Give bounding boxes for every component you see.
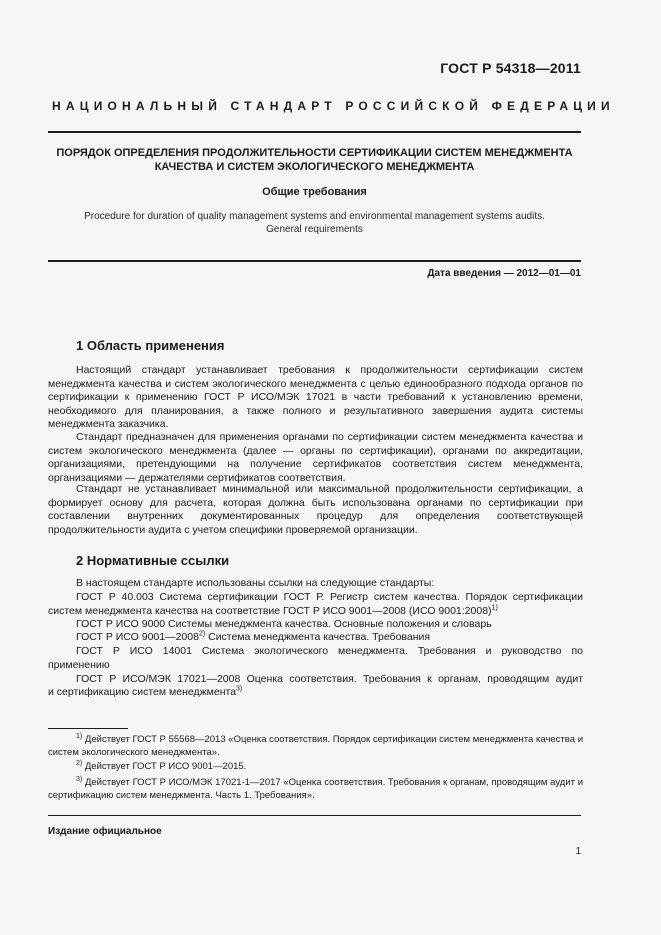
reference-5-line-2: и сертификацию систем менеджмента$^{3)}$ xyxy=(48,685,243,698)
page-number: 1 xyxy=(575,846,581,857)
reference-3: ГОСТ Р ИСО 9001—2008$^{2)}$ Система менеджмента качества. Требования xyxy=(76,630,431,643)
introduction-date: Дата введения — 2012—01—01 xyxy=(427,268,581,279)
title-line-2: КАЧЕСТВА И СИСТЕМ ЭКОЛОГИЧЕСКОГО МЕНЕДЖМЕНТА xyxy=(154,161,475,173)
section-1-heading: 1 Область применения xyxy=(76,338,225,353)
reference-1-line-1: ГОСТ Р 40.003 Система сертификации ГОСТ Р. Регистр систем качества. Порядок сертификации xyxy=(76,591,583,603)
official-edition-label: Издание официальное xyxy=(48,826,162,837)
title-line-1: ПОРЯДОК ОПРЕДЕЛЕНИЯ ПРОДОЛЖИТЕЛЬНОСТИ СЕРТИФИКАЦИИ СИСТЕМ МЕНЕДЖМЕНТА xyxy=(56,147,573,159)
footnote-ref-2: 2) xyxy=(198,630,206,638)
national-standard-banner: НАЦИОНАЛЬНЫЙ СТАНДАРТ РОССИЙСКОЙ ФЕДЕРАЦИИ xyxy=(52,99,615,113)
footnote-1: $^{1)}$ Действует ГОСТ Р 55568—2013 «Оценка соответствия. Порядок сертификации систем менеджмента качества и систем экологического менеджмента». xyxy=(48,732,583,758)
english-title xyxy=(48,210,581,236)
section-1-paragraph-1: Настоящий стандарт устанавливает требования к продолжительности сертификации систем менеджмента качества и систем экологического менеджмента с целью единообразного подхода органов по сертификации к применению ГОСТ Р ИСО/МЭК 17021 в части требований к установлению времени, необходимого для планирования, а также полного и результативного завершения аудита системы менеджмента заказчика. xyxy=(48,364,583,431)
footnote-divider xyxy=(48,728,128,729)
document-title xyxy=(48,146,581,174)
document-number: ГОСТ Р 54318—2011 xyxy=(440,60,581,76)
english-title-line-2: General requirements xyxy=(266,224,363,235)
reference-5-line-1: ГОСТ Р ИСО/МЭК 17021—2008 Оценка соответствия. Требования к органам, проводящим аудит xyxy=(76,673,583,685)
section-1-paragraph-2: Стандарт предназначен для применения органами по сертификации систем менеджмента качества и систем экологического менеджмента (далее — органы по сертификации), органами по аккредитации, организациями, претендующими на получение сертификатов соответствия систем менеджмента, организациями — держателями сертификатов соответствия. xyxy=(48,431,583,484)
reference-2: ГОСТ Р ИСО 9000 Системы менеджмента качества. Основные положения и словарь xyxy=(76,618,492,630)
reference-1-line-2: систем менеджмента качества на соответствие ГОСТ Р ИСО 9001—2008 (ИСО 9001:2008)$^{1)}$ xyxy=(48,604,498,617)
footnote-2: $^{2)}$ Действует ГОСТ Р ИСО 9001—2015. xyxy=(76,759,247,772)
footer-divider xyxy=(48,815,581,816)
english-title-line-1: Procedure for duration of quality management systems and environmental management systems audits. xyxy=(84,211,545,222)
footnote-3: $^{3)}$ Действует ГОСТ Р ИСО/МЭК 17021-1—2017 «Оценка соответствия. Требования к органам, проводящим аудит и сертификацию систем менеджмента. Часть 1. Требования». xyxy=(48,775,583,801)
references-intro: В настоящем стандарте использованы ссылки на следующие стандарты: xyxy=(76,577,435,589)
footnote-ref-1: 1) xyxy=(491,604,498,612)
top-divider xyxy=(48,131,581,133)
section-2-heading: 2 Нормативные ссылки xyxy=(76,553,230,568)
document-subtitle: Общие требования xyxy=(262,186,367,198)
reference-4-line-1: ГОСТ Р ИСО 14001 Система экологического менеджмента. Требования и руководство по xyxy=(76,645,583,657)
section-1-paragraph-3: Стандарт не устанавливает минимальной или максимальной продолжительности сертификации, а формирует основу для расчета, которая должна быть использована органами по сертификации при составлении внутренних документированных процедур для определения соответствующей продолжительности аудита с учетом специфики проверяемой организации. xyxy=(48,483,583,536)
footnote-ref-3: 3) xyxy=(236,685,243,693)
title-divider xyxy=(48,260,581,262)
reference-4-line-2: применению xyxy=(48,659,110,671)
